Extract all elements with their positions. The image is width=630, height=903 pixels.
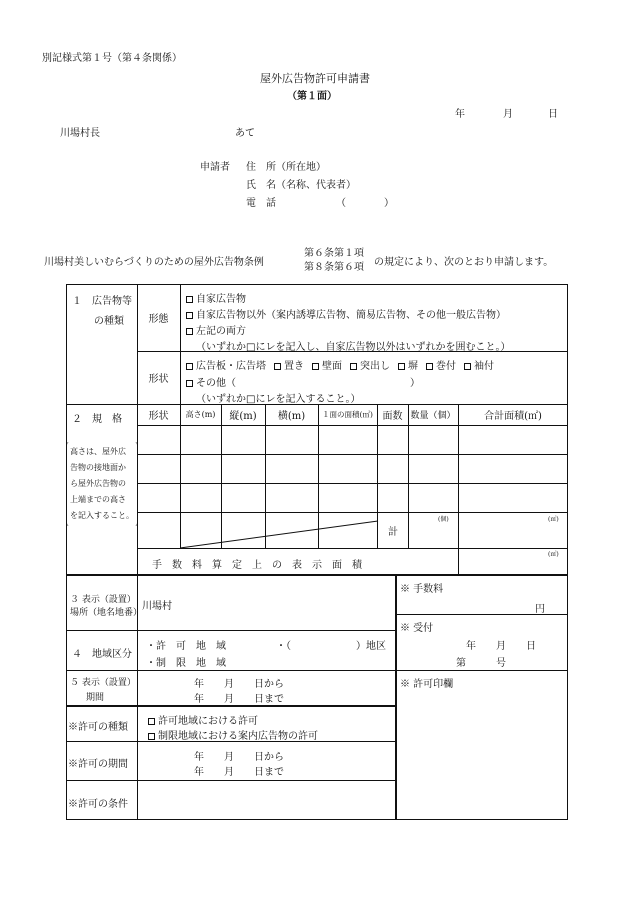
intro-prefix: 川場村美しいむらづくりのための屋外広告物条例 (44, 257, 264, 268)
form-subtitle: （第１面） (287, 91, 337, 102)
addressee-honorific: あて (235, 128, 255, 139)
zone-district-close: ）地区 (356, 641, 386, 652)
shape-option-fence[interactable]: 塀 (398, 361, 418, 372)
col-face-area: １面の面積(㎡) (322, 410, 373, 419)
section5-label: ５ 表示（設置） (70, 678, 136, 688)
applicant-address-field[interactable]: 住 所（所在地） (246, 162, 326, 173)
receipt-date[interactable]: 年 月 日 (466, 641, 536, 652)
checkbox-icon[interactable] (312, 363, 319, 370)
section5-label-2: 期間 (86, 693, 105, 703)
col-shape: 形状 (148, 411, 169, 422)
shape-option-sleeve[interactable]: 袖付 (464, 361, 494, 372)
zone-permit[interactable]: ・許 可 地 域 (146, 641, 226, 652)
shape-option-other[interactable]: その他（ (186, 374, 236, 389)
receipt-label: ※ 受付 (400, 623, 434, 634)
permit-type-label: ※許可の種類 (68, 722, 128, 733)
section4-label: ４ 地域区分 (72, 649, 132, 660)
display-period-from[interactable]: 年 月 日から (194, 679, 284, 690)
location-field[interactable]: 川場村 (142, 601, 172, 612)
checkbox-icon[interactable] (186, 296, 193, 303)
checkbox-icon[interactable] (464, 363, 471, 370)
unit-area: (㎡) (548, 516, 559, 523)
section2-label: ２ 規 格 (72, 414, 122, 425)
form-option-both[interactable]: 左記の両方 (186, 322, 246, 337)
intro-article-2: 第８条第６項 (304, 262, 364, 273)
date-day[interactable]: 日 (548, 109, 558, 120)
shape-option-placed[interactable]: 置き (274, 361, 304, 372)
col-total-area: 合計面積(㎡) (484, 411, 542, 422)
zone-district-open[interactable]: ・（ (276, 641, 291, 652)
receipt-number[interactable]: 第 号 (456, 658, 506, 669)
col-faces: 面数 (382, 411, 403, 422)
col-quantity: 数量（個） (410, 411, 456, 421)
shape-option-projecting[interactable]: 突出し (350, 361, 390, 372)
total-row-diagonal (180, 512, 380, 548)
form-option-other[interactable]: 自家広告物以外（案内誘導広告物、簡易広告物、その他一般広告物） (186, 306, 506, 321)
shape-option-board[interactable]: 広告板・広告塔 (186, 361, 266, 372)
fee-area-label: 手 数 料 算 定 上 の 表 示 面 積 (152, 560, 362, 571)
col-height: 高さ(m) (185, 410, 216, 419)
shape-option-wrap[interactable]: 巻付 (426, 361, 456, 372)
form-option-own[interactable]: 自家広告物 (186, 290, 246, 305)
section2-note: 高さは、屋外広 告物の接地面か ら屋外広告物の 上端までの高さ を記入すること。 (70, 447, 134, 520)
checkbox-icon[interactable] (186, 380, 193, 387)
unit-area-fee: (㎡) (548, 551, 559, 558)
zone-restrict[interactable]: ・制 限 地 域 (146, 658, 226, 669)
stamp-label: ※ 許可印欄 (400, 679, 454, 690)
unit-count: (個) (438, 516, 449, 523)
applicant-label: 申請者 (200, 162, 230, 173)
checkbox-icon[interactable] (186, 328, 193, 335)
form-label: 形態 (148, 314, 169, 325)
fee-unit: 円 (535, 604, 545, 615)
checkbox-icon[interactable] (274, 363, 281, 370)
intro-article-1: 第６条第１項 (304, 248, 364, 259)
checkbox-icon[interactable] (186, 312, 193, 319)
applicant-name-field[interactable]: 氏 名（名称、代表者） (246, 180, 356, 191)
applicant-phone-field[interactable]: 電 話 (246, 198, 276, 209)
section1-label: １ 広告物等 (72, 296, 132, 307)
col-width: 横(m) (277, 411, 306, 422)
form-reference: 別記様式第１号（第４条関係） (42, 53, 182, 64)
section3-label-2: 場所（地名地番） (70, 608, 143, 618)
checkbox-icon[interactable] (426, 363, 433, 370)
checkbox-icon[interactable] (350, 363, 357, 370)
permit-period-from[interactable]: 年 月 日から (194, 752, 284, 763)
checkbox-icon[interactable] (148, 718, 155, 725)
checkbox-icon[interactable] (186, 363, 193, 370)
col-length: 縦(m) (229, 411, 257, 422)
shape-option-wall[interactable]: 壁面 (312, 361, 342, 372)
checkbox-icon[interactable] (148, 733, 155, 740)
permit-type-option-2[interactable]: 制限地域における案内広告物の許可 (148, 727, 318, 742)
form-note: （いずれか□にレを記入し、自家広告物以外はいずれかを囲むこと。） (196, 342, 511, 353)
permit-type-option-1[interactable]: 許可地域における許可 (148, 712, 258, 727)
shape-options-row (186, 357, 494, 372)
display-period-until[interactable]: 年 月 日まで (194, 694, 284, 705)
fee-label: ※ 手数料 (400, 584, 444, 595)
shape-note: （いずれか□にレを記入すること。） (196, 394, 361, 405)
permit-period-until[interactable]: 年 月 日まで (194, 767, 284, 778)
permit-period-label: ※許可の期間 (68, 759, 128, 770)
addressee: 川場村長 (60, 128, 100, 139)
phone-paren-open: （ (336, 198, 346, 209)
section1-label-2: の種類 (94, 316, 124, 327)
phone-paren-close: ） (384, 198, 394, 209)
date-month[interactable]: 月 (503, 109, 513, 120)
shape-label: 形状 (148, 374, 169, 385)
checkbox-icon[interactable] (398, 363, 405, 370)
permit-conditions-label: ※許可の条件 (68, 799, 128, 810)
date-year[interactable]: 年 (455, 109, 465, 120)
shape-other-close: ） (410, 378, 420, 389)
intro-suffix: の規定により、次のとおり申請します。 (374, 257, 554, 268)
total-label: 計 (388, 527, 398, 538)
section3-label: ３ 表示（設置） (70, 595, 136, 605)
form-title: 屋外広告物許可申請書 (260, 72, 370, 85)
